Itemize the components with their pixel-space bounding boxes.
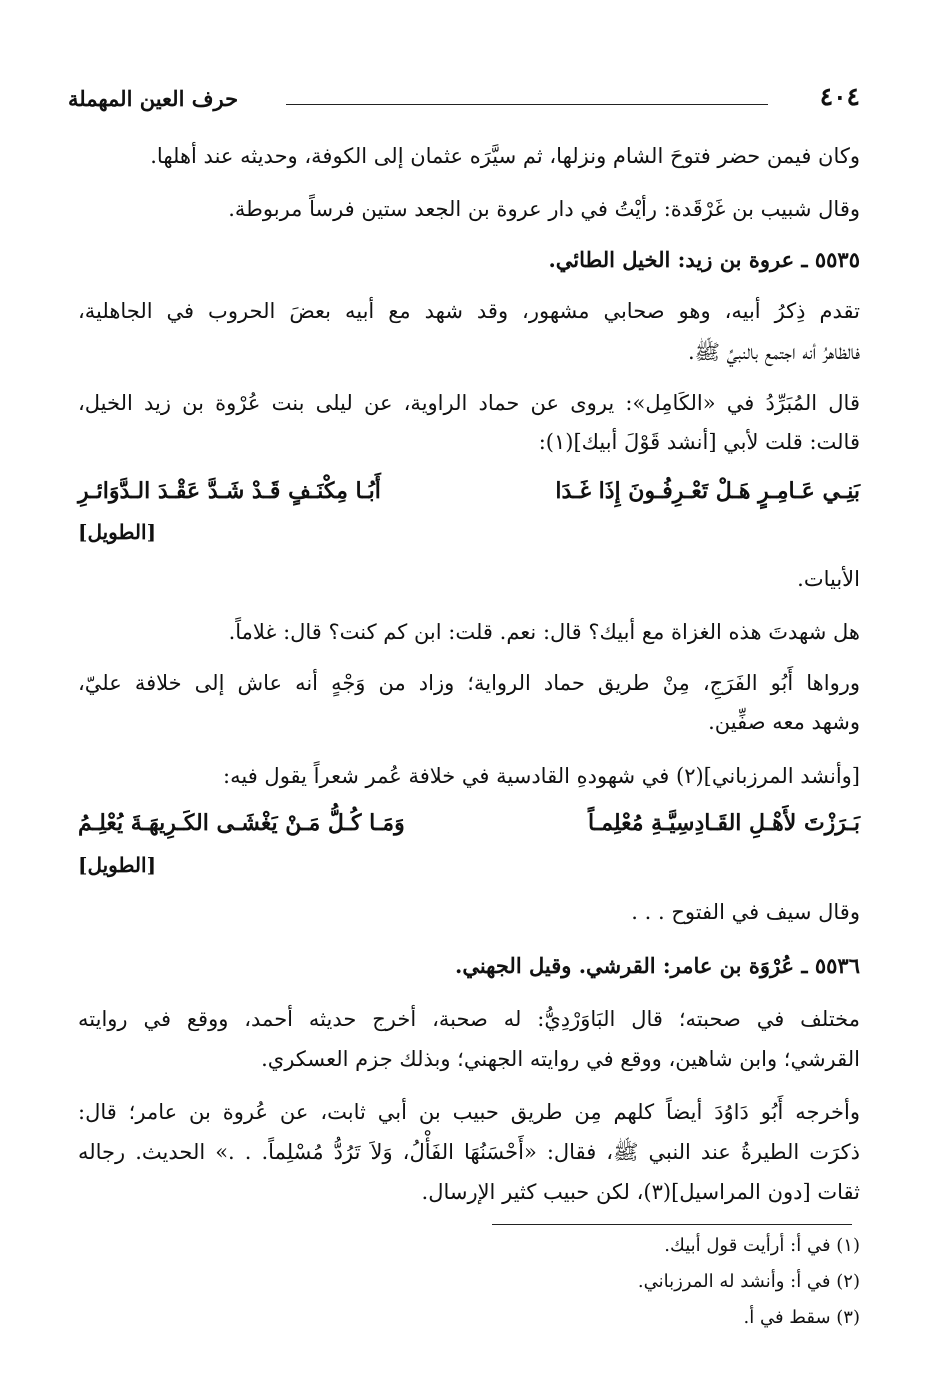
text-line: هل شهدتَ هذه الغزاة مع أبيك؟ قال: نعم. قلت: ابن كم كنت؟ قال: غلاماً.	[228, 620, 860, 644]
footnote: (٢) في أ: وأنشد له المرزباني.	[637, 1271, 860, 1292]
running-title: حرف العين المهملة	[68, 86, 239, 111]
text-line: [وأنشد المرزباني](٢) في شهودهِ القادسية في خلافة عُمر شعراً يقول فيه:	[223, 764, 860, 788]
text-line: ذكرَت الطيرةُ عند النبي ﷺ، فقال: «أَحْسَنُهَا الفَأْلُ، وَلاَ تَرُدُّ مُسْلِماً. . .» الحديث. رجاله	[78, 1140, 860, 1164]
page-header	[60, 82, 860, 122]
text-line: وقال سيف في الفتوح . . .	[631, 900, 860, 924]
text-line: وقال شبيب بن غَرْقَدة: رأيْتُ في دار عروة بن الجعد ستين فرساً مربوطة.	[228, 197, 860, 221]
text-line: الأبيات.	[797, 567, 860, 591]
footnote: (١) في أ: أرأيت قول أبيك.	[664, 1235, 860, 1256]
verse-first-hemistich: بَـرَزْتَ لأَهْـلِ القَـادِسِيَّـةِ مُعْلِمـاً	[587, 810, 860, 836]
poem-verse	[78, 810, 860, 846]
page-number: ٤٠٤	[819, 82, 860, 111]
text-line: وشهد معه صفِّين.	[708, 710, 860, 734]
footnote: (٣) سقط في أ.	[743, 1307, 860, 1328]
poem-verse	[78, 478, 860, 514]
poem-meter: [الطويل]	[78, 853, 157, 877]
text-line: قالت: قلت لأبي [أنشد قَوْلَ أبيك](١):	[538, 430, 860, 454]
text-line: وأخرجه أَبُو دَاوُدَ أيضاً كلهم مِن طريق حبيب بن أبي ثابت، عن عُروة بن عامر؛ قال:	[78, 1100, 861, 1124]
text-line: ورواها أَبُو الفَرَجِ، مِنْ طريق حماد الرواية؛ وزاد من وَجْهٍ أنه عاش إلى خلافة عليّ،	[78, 671, 860, 695]
verse-first-hemistich: بَنِـي عَـامِـرٍ هَـلْ تَعْـرِفُـونَ إِذَا غَـدَا	[555, 478, 860, 504]
verse-second-hemistich: أَبُـا مِكْنَـفٍ قَـدْ شَـدَّ عَقْـدَ الـدَّوَائـرِ	[78, 478, 381, 504]
poem-meter: [الطويل]	[78, 520, 157, 544]
header-rule	[286, 104, 768, 105]
text-line: ثقات [دون المراسيل](٣)، لكن حبيب كثير الإرسال.	[421, 1180, 860, 1204]
text-line: مختلف في صحبته؛ قال البَاوَرْدِيُّ: له صحبة، أخرج حديثه أحمد، ووقع في روايته	[78, 1007, 860, 1031]
footnote-rule	[492, 1224, 852, 1225]
text-line: القرشي؛ وابن شاهين، ووقع في روايته الجهني؛ وبذلك جزم العسكري.	[261, 1047, 860, 1071]
text-line: فالظاهرُ أنه اجتمع بالنبيِّ ﷺ.	[687, 340, 860, 364]
text-line: قال المُبَرِّدُ في «الكَامِل»: يروى عن حماد الراوية، عن ليلى بنت عُرْوة بن زيد الخيل،	[78, 391, 860, 415]
entry-heading: ٥٥٣٦ ـ عُرْوَة بن عامر: القرشي. وقيل الجهني.	[455, 953, 860, 978]
text-line: وكان فيمن حضر فتوحَ الشام ونزلها، ثم سيَّرَه عثمان إلى الكوفة، وحديثه عند أهلها.	[150, 144, 860, 168]
entry-heading: ٥٥٣٥ ـ عروة بن زيد: الخيل الطائي.	[548, 247, 860, 272]
text-line: تقدم ذِكرُ أبيه، وهو صحابي مشهور، وقد شهد مع أبيه بعضَ الحروب في الجاهلية،	[78, 299, 860, 323]
verse-second-hemistich: وَمَـا كُـلُّ مَـنْ يَغْشَـى الكَـرِيهَـةَ يُعْلِـمُ	[78, 810, 405, 836]
